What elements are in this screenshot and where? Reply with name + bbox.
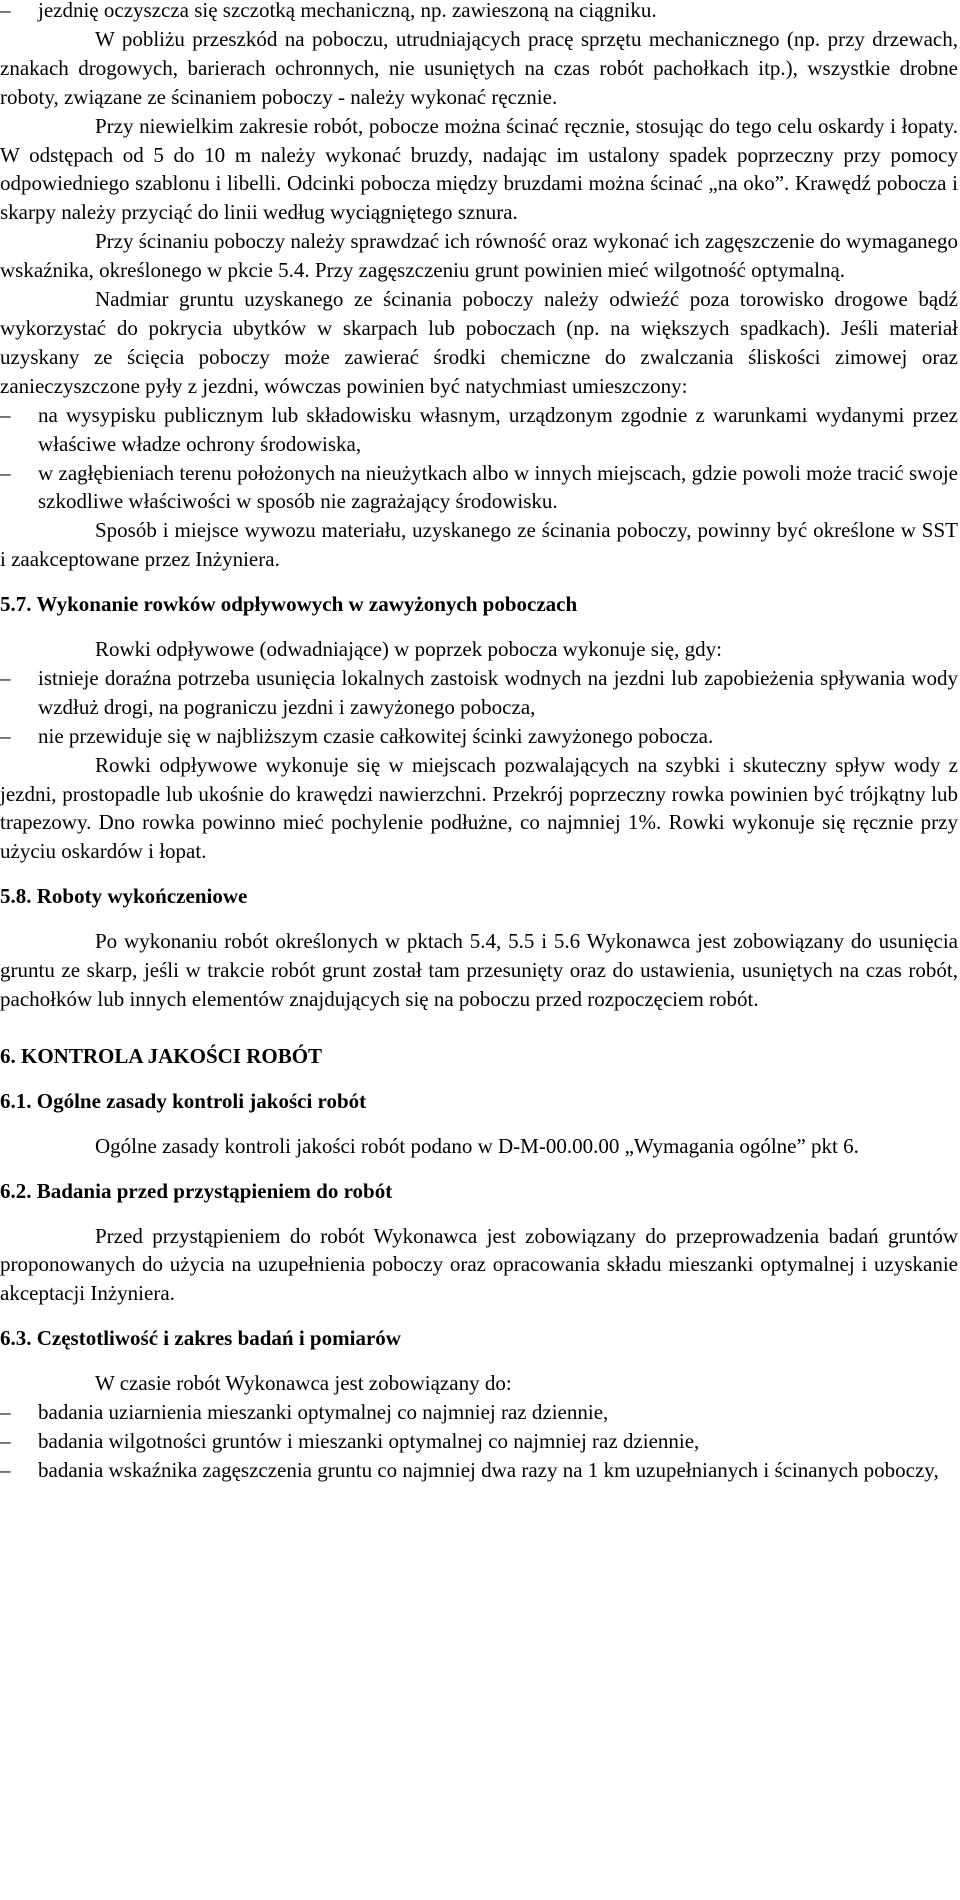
bullet-dash: – [0, 1400, 11, 1425]
list-item [0, 1427, 958, 1456]
paragraph: Ogólne zasady kontroli jakości robót podano w D-M-00.00.00 „Wymagania ogólne” pkt 6. [95, 1133, 859, 1158]
list-item [0, 722, 958, 751]
section-heading: 6.3. Częstotliwość i zakres badań i pomiarów [0, 1326, 401, 1351]
bullet-dash: – [0, 1428, 11, 1453]
section-heading: 6.2. Badania przed przystąpieniem do robót [0, 1178, 393, 1203]
bullet-dash: – [0, 1457, 11, 1482]
section-heading: 5.8. Roboty wykończeniowe [0, 884, 248, 909]
bullet-dash: – [0, 723, 11, 748]
list-item [0, 664, 958, 722]
list-item [0, 459, 958, 517]
paragraph: Przy niewielkim zakresie robót, pobocze można ścinać ręcznie, stosując do tego celu oskardy i łopaty. W odstępach od 5 do 10 m należy wykonać bruzdy, nadając im ustalony spadek poprzeczny przy pomocy odpowiedniego szablonu i libelli. Odcinki pobocza między bruzdami można ścinać „na oko”. Krawędź pobocza i skarpy należy przyciąć do linii według wyciągniętego sznura. [0, 113, 958, 225]
list-item-text: jezdnię oczyszcza się szczotką mechaniczną, np. zawieszoną na ciągniku. [38, 0, 657, 22]
paragraph: Po wykonaniu robót określonych w pktach 5.4, 5.5 i 5.6 Wykonawca jest zobowiązany do usunięcia gruntu ze skarp, jeśli w trakcie robót grunt został tam przesunięty oraz do ustawienia, usuniętych na czas robót, pachołków lub innych elementów znajdujących się na poboczu przed rozpoczęciem robót. [0, 929, 958, 1011]
paragraph: Rowki odpływowe (odwadniające) w poprzek pobocza wykonuje się, gdy: [95, 637, 722, 662]
section-heading: 6.1. Ogólne zasady kontroli jakości robót [0, 1088, 367, 1113]
list-item-text: istnieje doraźna potrzeba usunięcia lokalnych zastoisk wodnych na jezdni lub zapobieżenia spływania wody wzdłuż drogi, na pograniczu jezdni i zawyżonego pobocza, [38, 665, 958, 719]
list-item-text: badania wilgotności gruntów i mieszanki optymalnej co najmniej raz dziennie, [38, 1428, 700, 1453]
bullet-dash: – [0, 0, 11, 22]
paragraph: Przed przystąpieniem do robót Wykonawca jest zobowiązany do przeprowadzenia badań gruntów proponowanych do użycia na uzupełnienia poboczy oraz opracowania składu mieszanki optymalnej i uzyskanie akceptacji Inżyniera. [0, 1223, 958, 1306]
chapter-heading: 6. KONTROLA JAKOŚCI ROBÓT [0, 1043, 323, 1068]
bullet-dash: – [0, 402, 11, 427]
list-item-text: na wysypisku publicznym lub składowisku własnym, urządzonym zgodnie z warunkami wydanymi przez właściwe władze ochrony środowiska, [38, 402, 958, 456]
list-item [0, 401, 958, 459]
paragraph: Nadmiar gruntu uzyskanego ze ścinania poboczy należy odwieźć poza torowisko drogowe bądź wykorzystać do pokrycia ubytków w skarpach lub poboczach (np. na większych spadkach). Jeśli materiał uzyskany ze ścięcia poboczy może zawierać środki chemiczne do zwalczania śliskości zimowej oraz zanieczyszczone pyły z jezdni, wówczas powinien być natychmiast umieszczony: [0, 287, 958, 398]
section-heading: 5.7. Wykonanie rowków odpływowych w zawyżonych poboczach [0, 592, 578, 617]
list-item [0, 1456, 958, 1485]
list-item [0, 0, 958, 25]
paragraph: Sposób i miejsce wywozu materiału, uzyskanego ze ścinania poboczy, powinny być określone w SST i zaakceptowane przez Inżyniera. [0, 518, 958, 572]
list-item-text: badania uziarnienia mieszanki optymalnej co najmniej raz dziennie, [38, 1400, 609, 1425]
list-item-text: nie przewiduje się w najbliższym czasie całkowitej ścinki zawyżonego pobocza. [38, 723, 714, 748]
list-item-text: w zagłębieniach terenu położonych na nieużytkach albo w innych miejscach, gdzie powoli może tracić swoje szkodliwe właściwości w sposób nie zagrażający środowisku. [38, 460, 958, 514]
paragraph: Przy ścinaniu poboczy należy sprawdzać ich równość oraz wykonać ich zagęszczenie do wymaganego wskaźnika, określonego w pkcie 5.4. Przy zagęszczeniu grunt powinien mieć wilgotność optymalną. [0, 229, 958, 283]
list-item [0, 1398, 958, 1427]
paragraph: W pobliżu przeszkód na poboczu, utrudniających pracę sprzętu mechanicznego (np. przy drzewach, znakach drogowych, barierach ochronnych, nie usuniętych na czas robót pachołkach itp.), wszystkie drobne roboty, związane ze ścinaniem poboczy - należy wykonać ręcznie. [0, 26, 958, 109]
list-item-text: badania wskaźnika zagęszczenia gruntu co najmniej dwa razy na 1 km uzupełnianych i ścinanych poboczy, [38, 1457, 939, 1482]
paragraph: W czasie robót Wykonawca jest zobowiązany do: [95, 1371, 512, 1396]
bullet-dash: – [0, 665, 11, 690]
paragraph: Rowki odpływowe wykonuje się w miejscach pozwalających na szybki i skuteczny spływ wody z jezdni, prostopadle lub ukośnie do krawędzi nawierzchni. Przekrój poprzeczny rowka powinien być trójkątny lub trapezowy. Dno rowka powinno mieć pochylenie podłużne, co najmniej 1%. Rowki wykonuje się ręcznie przy użyciu oskardów i łopat. [0, 752, 958, 864]
bullet-dash: – [0, 460, 11, 485]
